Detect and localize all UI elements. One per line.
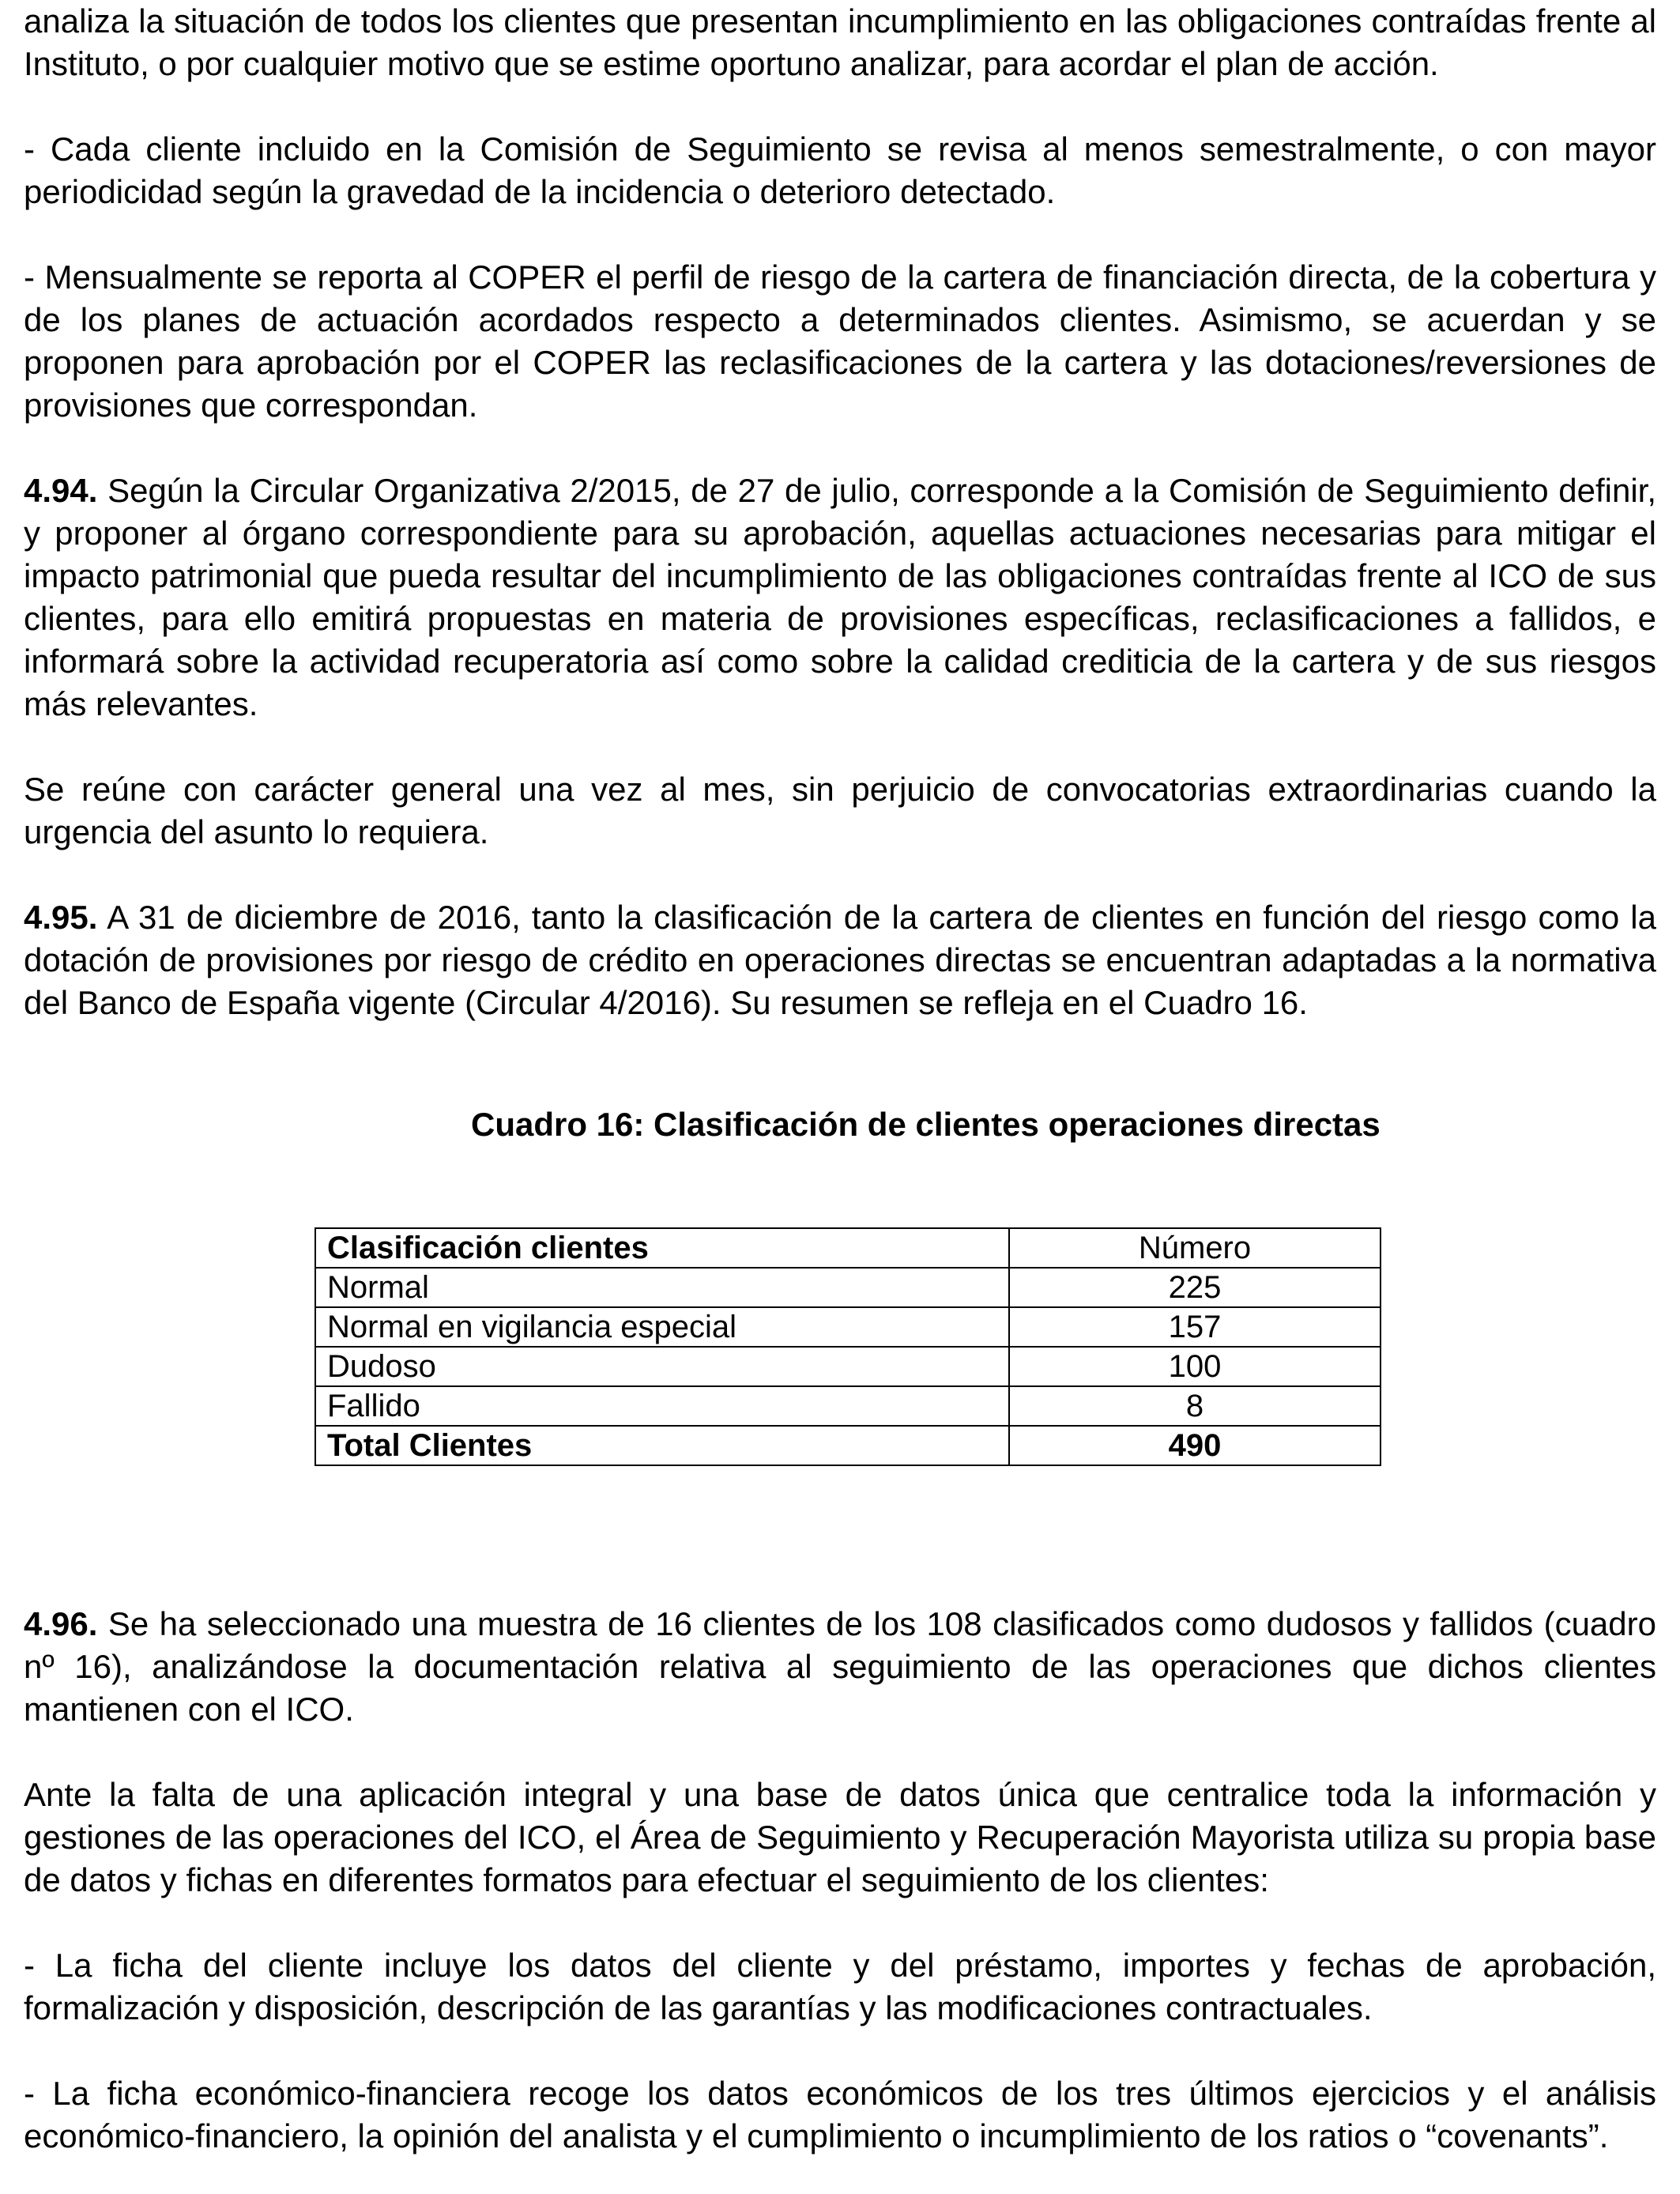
paragraph-client-sheet: - La ficha del cliente incluye los datos del cliente y del préstamo, importes y fechas de aprobación, formalización y disposición, descripción de las garantías y las modificaciones contractuales. [24, 1947, 1656, 2026]
paragraph-meeting-frequency: Se reúne con carácter general una vez al mes, sin perjuicio de convocatorias extraordinarias cuando la urgencia del asunto lo requiera. [24, 771, 1656, 850]
paragraph-4-95: 4.95. A 31 de diciembre de 2016, tanto la clasificación de la cartera de clientes en función del riesgo como la dotación de provisiones por riesgo de crédito en operaciones directas se encuentran adaptadas a la normativa del Banco de España vigente (Circular 4/2016). Su resumen se refleja en el Cuadro 16. [24, 899, 1656, 1021]
column-header-classification: Clasificación clientes [315, 1228, 1009, 1268]
total-value: 490 [1009, 1426, 1381, 1465]
table-row [315, 1307, 1381, 1347]
column-header-number: Número [1009, 1228, 1381, 1268]
paragraph-database: Ante la falta de una aplicación integral y una base de datos única que centralice toda la información y gestiones de las operaciones del ICO, el Área de Seguimiento y Recuperación Mayorista utiliza su propia base de datos y fichas en diferentes formatos para efectuar el seguimiento de los clientes: [24, 1776, 1656, 1898]
paragraph-semester-review: - Cada cliente incluido en la Comisión de Seguimiento se revisa al menos semestralmente, o con mayor periodicidad según la gravedad de la incidencia o deterioro detectado. [24, 130, 1656, 210]
classification-table [315, 1227, 1381, 1466]
table-row [315, 1347, 1381, 1386]
paragraph-4-96: 4.96. Se ha seleccionado una muestra de 16 clientes de los 108 clasificados como dudosos y fallidos (cuadro nº 16), analizándose la documentación relativa al seguimiento de las operaciones que dichos clientes mantienen con el ICO. [24, 1605, 1656, 1728]
row-value: 157 [1009, 1307, 1381, 1347]
row-label: Normal [315, 1268, 1009, 1307]
row-label: Dudoso [315, 1347, 1009, 1386]
table-header-row [315, 1228, 1381, 1268]
table-row [315, 1386, 1381, 1426]
row-value: 100 [1009, 1347, 1381, 1386]
row-value: 8 [1009, 1386, 1381, 1426]
table-total-row [315, 1426, 1381, 1465]
paragraph-monthly-report: - Mensualmente se reporta al COPER el perfil de riesgo de la cartera de financiación directa, de la cobertura y de los planes de actuación acordados respecto a determinados clientes. Asimismo, se acuerdan y se proponen para aprobación por el COPER las reclasificaciones de la cartera y las dotaciones/reversiones de provisiones que correspondan. [24, 258, 1656, 424]
row-value: 225 [1009, 1268, 1381, 1307]
total-label: Total Clientes [315, 1426, 1009, 1465]
paragraph-number: 4.94. [24, 472, 98, 509]
paragraph-number: 4.95. [24, 899, 98, 936]
paragraph-commission-analysis: analiza la situación de todos los clientes que presentan incumplimiento en las obligaciones contraídas frente al Instituto, o por cualquier motivo que se estime oportuno analizar, para acordar el plan de acción. [24, 2, 1656, 82]
row-label: Normal en vigilancia especial [315, 1307, 1009, 1347]
paragraph-financial-sheet: - La ficha económico-financiera recoge los datos económicos de los tres últimos ejercicios y el análisis económico-financiero, la opinión del analista y el cumplimiento o incumplimiento de los ratios o “covenants”. [24, 2075, 1656, 2154]
paragraph-4-94: 4.94. Según la Circular Organizativa 2/2015, de 27 de julio, corresponde a la Comisión de Seguimiento definir, y proponer al órgano correspondiente para su aprobación, aquellas actuaciones necesarias para mitigar el impacto patrimonial que pueda resultar del incumplimiento de las obligaciones contraídas frente al ICO de sus clientes, para ello emitirá propuestas en materia de provisiones específicas, reclasificaciones a fallidos, e informará sobre la actividad recuperatoria así como sobre la calidad crediticia de la cartera y de sus riesgos más relevantes. [24, 472, 1656, 722]
paragraph-number: 4.96. [24, 1605, 98, 1642]
table-row [315, 1268, 1381, 1307]
table-caption: Cuadro 16: Clasificación de clientes operaciones directas [471, 1106, 1381, 1143]
row-label: Fallido [315, 1386, 1009, 1426]
